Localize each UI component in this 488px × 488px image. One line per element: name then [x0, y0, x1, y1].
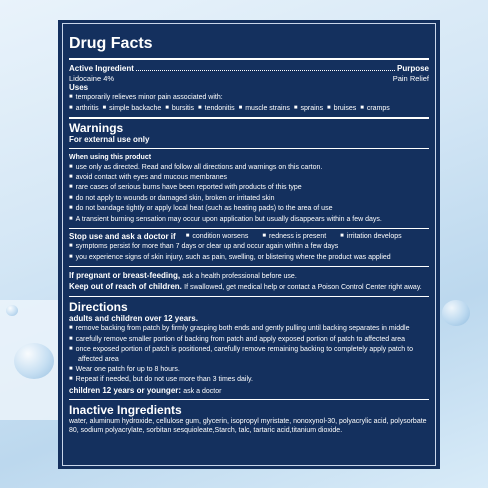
when-using-item: ■ rare cases of serious burns have been reported with products of this type — [69, 183, 429, 193]
pregnancy-row — [69, 271, 429, 281]
adults-label: adults and children over 12 years. — [69, 314, 198, 324]
keep-out-text: If swallowed, get medical help or contact a Poison Control Center right away. — [184, 283, 422, 291]
directions-item: ■ remove backing from patch by firmly grasping both ends and gently pulling until backing separates in middle — [69, 324, 429, 334]
water-droplet — [14, 343, 54, 379]
uses-item: ■ cramps — [360, 105, 390, 112]
stop-use-section — [69, 229, 429, 267]
pregnancy-label: If pregnant or breast-feeding, — [69, 271, 181, 281]
uses-heading: Uses — [69, 83, 89, 93]
uses-list — [69, 104, 429, 114]
inactive-ingredients-text: water, aluminum hydroxide, cellulose gum, glycerin, isopropyl myristate, nonoxynol-30, polyacrylic acid, polysorbate 80, sodium polyacrylate, sorbitan sesquioleate,Starch, talc, tartaric acid,titanium dioxide. — [69, 417, 427, 435]
children-label: children 12 years or younger: — [69, 385, 182, 395]
dotted-leader — [136, 70, 395, 71]
water-droplet — [6, 305, 18, 316]
keep-out-row — [69, 282, 429, 292]
uses-item: ■ muscle strains — [239, 105, 290, 112]
drug-facts-panel — [58, 20, 440, 469]
active-ingredient-value: Lidocaine 4% — [69, 74, 115, 83]
inactive-ingredients-heading: Inactive Ingredients — [69, 402, 182, 417]
warnings-section — [69, 119, 429, 149]
directions-item: ■ Wear one patch for up to 8 hours. — [69, 365, 429, 375]
drug-facts-frame — [62, 23, 436, 466]
pregnancy-section — [69, 267, 429, 297]
external-use-note: For external use only — [69, 135, 150, 145]
water-droplet — [442, 300, 470, 326]
uses-item: ■ arthritis — [69, 105, 99, 112]
directions-item: ■ once exposed portion of patch is positioned, carefully remove remaining backing to completely apply patch to affected area — [69, 345, 429, 365]
stop-use-item: ■ you experience signs of skin injury, such as pain, swelling, or blistering where the product was applied — [69, 253, 429, 263]
stop-use-condition: ■ irritation develops — [340, 232, 402, 242]
uses-item: ■ bruises — [327, 105, 356, 112]
uses-item: ■ sprains — [294, 105, 323, 112]
when-using-heading: When using this product — [69, 154, 152, 162]
pregnancy-text: ask a health professional before use. — [182, 273, 297, 281]
when-using-item: ■ do not bandage tightly or apply local heat (such as heating pads) to the area of use — [69, 204, 429, 214]
active-value-row — [69, 74, 429, 83]
active-ingredient-label: Active Ingredient — [69, 64, 134, 73]
stop-use-heading: Stop use and ask a doctor if — [69, 232, 176, 242]
stop-use-row — [69, 232, 429, 242]
directions-item: ■ Repeat if needed, but do not use more than 3 times daily. — [69, 375, 429, 385]
uses-item: ■ tendonitis — [198, 105, 235, 112]
stop-use-condition: ■ condition worsens — [186, 232, 249, 242]
when-using-item: ■ A transient burning sensation may occur upon application but usually disappears within a few days. — [69, 215, 429, 225]
directions-heading: Directions — [69, 300, 128, 315]
directions-section — [69, 297, 429, 400]
inactive-ingredients-section — [69, 400, 429, 436]
warnings-heading: Warnings — [69, 121, 124, 136]
uses-item: ■ simple backache — [103, 105, 162, 112]
drug-facts-title: Drug Facts — [69, 24, 429, 60]
stop-use-condition: ■ redness is present — [262, 232, 326, 242]
stop-use-item: ■ symptoms persist for more than 7 days or clear up and occur again within a few days — [69, 242, 429, 252]
when-using-section — [69, 149, 429, 229]
active-header-row — [69, 64, 429, 74]
uses-intro: ■ temporarily relieves minor pain associated with: — [69, 93, 429, 103]
keep-out-label: Keep out of reach of children. — [69, 281, 182, 291]
when-using-item: ■ avoid contact with eyes and mucous membranes — [69, 173, 429, 183]
when-using-item: ■ use only as directed. Read and follow all directions and warnings on this carton. — [69, 163, 429, 173]
when-using-item: ■ do not apply to wounds or damaged skin, broken or irritated skin — [69, 194, 429, 204]
directions-item: ■ carefully remove smaller portion of backing from patch and apply exposed portion of patch to affected area — [69, 335, 429, 345]
purpose-label: Purpose — [396, 64, 429, 73]
uses-item: ■ bursitis — [165, 105, 194, 112]
active-ingredient-section — [69, 60, 429, 119]
children-text: ask a doctor — [183, 387, 222, 395]
children-row — [69, 386, 429, 396]
purpose-value: Pain Relief — [392, 74, 429, 83]
